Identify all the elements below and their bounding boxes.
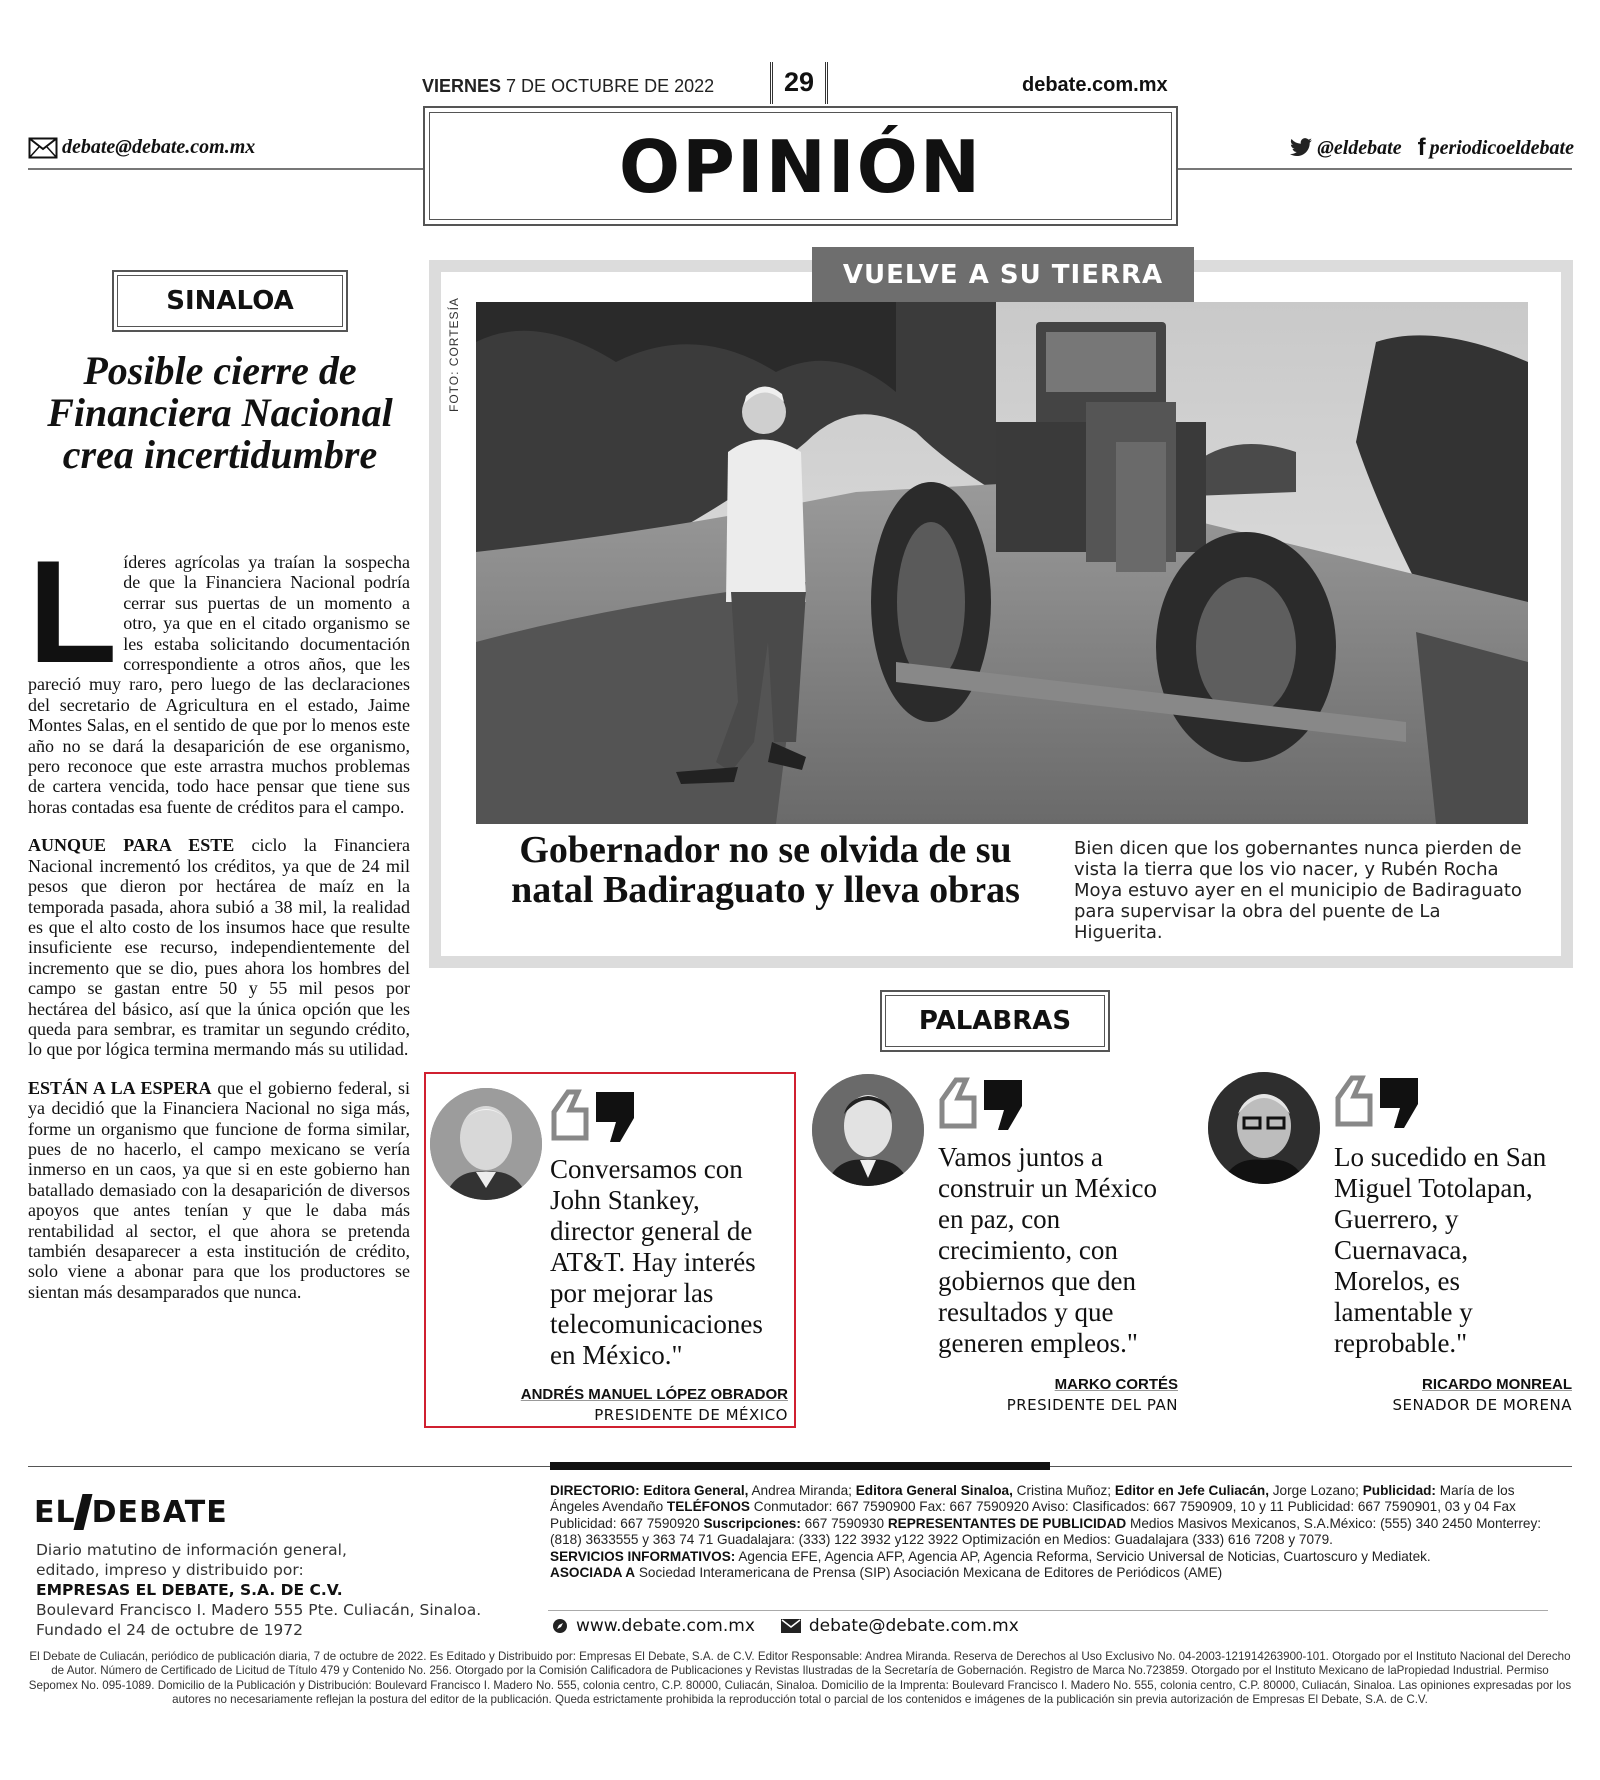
directory-name-4: María de los Ángeles Avendaño — [550, 1483, 1515, 1515]
logo-el: EL — [34, 1494, 76, 1530]
associations-label: ASOCIADA A — [550, 1565, 636, 1581]
imprint — [36, 1540, 536, 1640]
facebook-link[interactable] — [1418, 134, 1574, 162]
article-paragraph-1 — [28, 530, 410, 817]
quote-card-amlo — [424, 1072, 796, 1428]
quote-text: Lo sucedido en San Miguel Totolapan, Guerrero, y Cuernavaca, Morelos, es lamentable y reprobable." — [1334, 1142, 1547, 1358]
section-title: OPINIÓN — [429, 112, 1172, 220]
twitter-link[interactable] — [1289, 137, 1401, 160]
subscriptions-text: 667 7590930 — [800, 1515, 888, 1531]
envelope-icon — [28, 137, 58, 159]
kicker-palabras-label: PALABRAS — [885, 995, 1105, 1047]
portrait-image — [1208, 1072, 1320, 1184]
avatar — [430, 1088, 542, 1200]
section-title-box — [423, 106, 1178, 226]
footer-bar — [550, 1462, 1050, 1470]
drop-cap: L — [28, 530, 118, 693]
imprint-company: EMPRESAS EL DEBATE, S.A. DE C.V. — [36, 1581, 343, 1599]
directory-role-3: Editor en Jefe Culiacán, — [1114, 1483, 1269, 1498]
quote-marks-icon — [938, 1076, 1024, 1137]
page-number: 29 — [770, 62, 828, 104]
quote-text: Conversamos con John Stankey, director general de AT&T. Hay interés por mejorar las telecomunicaciones en México." — [550, 1154, 763, 1370]
issue-date-text: 7 DE OCTUBRE DE 2022 — [506, 76, 715, 96]
masthead-rule-right — [1178, 168, 1572, 170]
quote-author-role: PRESIDENTE DEL PAN — [1006, 1396, 1178, 1414]
news-services-text: Agencia EFE, Agencia AFP, Agencia AP, Agencia Reforma, Servicio Universal de Noticias, Cuartoscuro y Mediatek. — [735, 1548, 1431, 1564]
directory-role-1: Editora General, — [643, 1483, 749, 1498]
footer-web-link[interactable] — [552, 1616, 755, 1636]
article-paragraph-3 — [28, 1078, 410, 1302]
quote-card-cortes — [810, 1072, 1178, 1428]
quote-marks-icon — [1334, 1074, 1420, 1135]
site-url[interactable]: debate.com.mx — [1022, 74, 1168, 96]
footer-links — [552, 1616, 1019, 1636]
twitter-icon — [1289, 138, 1313, 158]
portrait-image — [430, 1088, 542, 1200]
quote-author-name: RICARDO MONREAL — [1422, 1376, 1572, 1393]
phones-text: Conmutador: 667 7590900 Fax: 667 7590920 Aviso: Clasificados: 667 7590909, 10 y 11 Publicidad: 667 7590901, 03 y 04 Fax Publicidad: 667 7590920 — [550, 1499, 1516, 1531]
kicker-sinaloa-label: SINALOA — [117, 275, 343, 327]
article-paragraph-3-text: que el gobierno federal, si ya decidió que la Financiera Nacional no siga más, forme un organismo que funcione de forma similar, pues de no hacerlo, el campo mexicano se vería inmerso en un caos, ya que si en este gobierno han batallado demasiado con la desaparición de diversos apoyos que antes tenían y que le daba más rentabilidad al sector, el que ahora se pretenda también desaparecer a esta institución de crédito, solo viene a abonar para que los productores se sientan más desamparados que nunca. — [28, 1077, 410, 1302]
quote-author-role: PRESIDENTE DE MÉXICO — [594, 1406, 788, 1424]
legal-notice: El Debate de Culiacán, periódico de publicación diaria, 7 de octubre de 2022. Es Editado y Distribuido por: Empresas El Debate, S.A. de C.V. Editor Responsable: Andrea Miranda. Reserva de Derechos al Uso Exclusivo No. 04-2003-121914263900-101. Otorgado por el Instituto Nacional del Derecho de Autor. Número de Certificado de Licitud de Título 479 y Contenido No. 256. Otorgado por la Comisión Calificadora de Publicaciones y Revistas Ilustradas de la Secretaría de Gobernación. Registro de Marca No.723859. Otorgado por el Instituto Mexicano de laPropiedad Industrial. Permiso Sepomex No. 095-1089. Domicilio de la Publicación y Distribución: Boulevard Francisco I. Madero No. 555, colonia centro, C.P. 80000, Culiacán, Sinaloa. Domicilio de la Imprenta: Boulevard Francisco I. Madero No. 555, colonia centro, C.P. 80000, Culiacán, Sinaloa. Las opiniones expresadas por los autores no necesariamente reflejan la postura del editor de la publicación. Queda estrictamente prohibida la reproducción total o parcial de los contenidos e imágenes de la publicación sin previa autorización de Empresas El Debate, S.A. de C.V. — [28, 1650, 1572, 1707]
associations-text: Sociedad Interamericana de Prensa (SIP) Asociación Mexicana de Editores de Periódicos (AME) — [635, 1565, 1223, 1581]
article-paragraph-2-text: ciclo la Financiera Nacional incrementó los créditos, ya que de 24 mil pesos que dieron por hectárea de maíz en la temporada pasada, ahora subió a 38 mil, la realidad es que el alto costo de los insumos hace que resulte insuficiente ese recurso, independientemente del incremento que se dio, pues ahora los hombres del campo se gastan entre 50 y 55 mil pesos por hectárea del básico, así que la única opción que les queda para sembrar, es tramitar un segundo crédito, lo que por lógica termina mermando más su utilidad. — [28, 835, 411, 1060]
directory-role-4: Publicidad: — [1362, 1483, 1436, 1498]
quote-text: Vamos juntos a construir un México en paz, con crecimiento, con gobiernos que den resultados y que generen empleos." — [938, 1142, 1157, 1358]
imprint-founded: Fundado el 24 de octubre de 1972 — [36, 1621, 304, 1639]
kicker-sinaloa — [112, 270, 348, 332]
avatar — [1208, 1072, 1320, 1184]
quote-card-monreal — [1206, 1072, 1572, 1428]
feature-photo[interactable] — [476, 302, 1528, 824]
left-article-body — [28, 530, 411, 1320]
footer-email-text: debate@debate.com.mx — [808, 1616, 1019, 1636]
issue-date — [422, 76, 714, 97]
portrait-image — [812, 1074, 924, 1186]
subscriptions-label: Suscripciones: — [703, 1515, 801, 1531]
masthead-rule-left — [28, 168, 423, 170]
avatar — [812, 1074, 924, 1186]
footer-web-text: www.debate.com.mx — [576, 1616, 755, 1636]
feature-deck: Bien dicen que los gobernantes nunca pierden de vista la tierra que los vio nacer, y Rubén Rocha Moya estuvo ayer en el municipio de Badiraguato para supervisar la obra del puente de La Higuerita. — [1074, 838, 1522, 943]
social-links — [1289, 134, 1574, 162]
photo-credit: FOTO: CORTESÍA — [447, 297, 461, 412]
phones-label: TELÉFONOS — [666, 1499, 750, 1515]
quote-author-name: ANDRÉS MANUEL LÓPEZ OBRADOR — [520, 1386, 788, 1403]
issue-day: VIERNES — [422, 76, 502, 96]
directory-role-2: Editora General Sinaloa, — [855, 1483, 1013, 1498]
feature-kicker: VUELVE A SU TIERRA — [812, 247, 1194, 303]
footer-links-rule — [548, 1610, 1548, 1611]
article-paragraph-3-lead: ESTÁN A LA ESPERA — [28, 1077, 212, 1098]
envelope-icon — [781, 1619, 801, 1633]
article-paragraph-2 — [28, 835, 410, 1059]
left-article-headline: Posible cierre de Financiera Nacional crea incertidumbre — [47, 348, 393, 477]
imprint-line-1: Diario matutino de información general, — [36, 1541, 347, 1559]
directory-name-2: Cristina Muñoz; — [1012, 1483, 1115, 1498]
facebook-handle: periodicoeldebate — [1429, 136, 1574, 159]
quote-marks-icon — [550, 1088, 636, 1149]
facebook-icon: f — [1417, 134, 1426, 161]
compass-icon — [552, 1618, 568, 1634]
imprint-line-2: editado, impreso y distribuido por: — [36, 1561, 304, 1579]
twitter-handle: @eldebate — [1317, 136, 1402, 159]
footer-email-link[interactable] — [781, 1616, 1019, 1636]
quote-author-name: MARKO CORTÉS — [1054, 1376, 1178, 1393]
masthead-email[interactable] — [28, 136, 255, 159]
el-debate-logo — [34, 1494, 228, 1530]
masthead-email-text: debate@debate.com.mx — [62, 136, 256, 158]
logo-slash — [73, 1494, 92, 1530]
feature-headline: Gobernador no se olvida de su natal Badiraguato y lleva obras — [511, 829, 1020, 911]
imprint-address: Boulevard Francisco I. Madero 555 Pte. Culiacán, Sinaloa. — [36, 1601, 482, 1619]
directory — [550, 1483, 1560, 1581]
directory-name-1: Andrea Miranda; — [748, 1483, 856, 1498]
directory-name-3: Jorge Lozano; — [1268, 1483, 1363, 1498]
advertising-reps-label: REPRESENTANTES DE PUBLICIDAD — [887, 1515, 1127, 1531]
logo-debate: DEBATE — [91, 1494, 228, 1530]
kicker-palabras — [880, 990, 1110, 1052]
quote-author-role: SENADOR DE MORENA — [1392, 1396, 1572, 1414]
article-paragraph-1-text: íderes agrícolas ya traían la sospecha de que la Financiera Nacional podría cerrar sus puertas de un momento a otro, ya que en el citado organismo se les estaba solicitando documentación correspondiente a otros años, que les pareció muy raro, pero luego de las declaraciones del secretario de Agricultura en el estado, Jaime Montes Salas, en el sentido de que por lo menos este año no se dará la desaparición de ese organismo, pero reconoce que este arrastra muchos problemas de cartera vencida, todo hace pensar que tiene sus horas contadas esa fuente de créditos para el campo. — [28, 552, 410, 817]
article-paragraph-2-lead: AUNQUE PARA ESTE — [28, 835, 235, 856]
directory-label: DIRECTORIO: — [550, 1483, 640, 1498]
advertising-reps-text: Medios Masivos Mexicanos, S.A.México: (555) 340 2450 Monterrey: (818) 3633555 y 363 74 71 Guadalajara: (333) 122 3932 y122 3922 Optimización en Medios: Guadalajara (333) 616 7208 y 7079. — [550, 1515, 1542, 1548]
feature-photo-image — [476, 302, 1528, 824]
news-services-label: SERVICIOS INFORMATIVOS: — [550, 1548, 736, 1564]
